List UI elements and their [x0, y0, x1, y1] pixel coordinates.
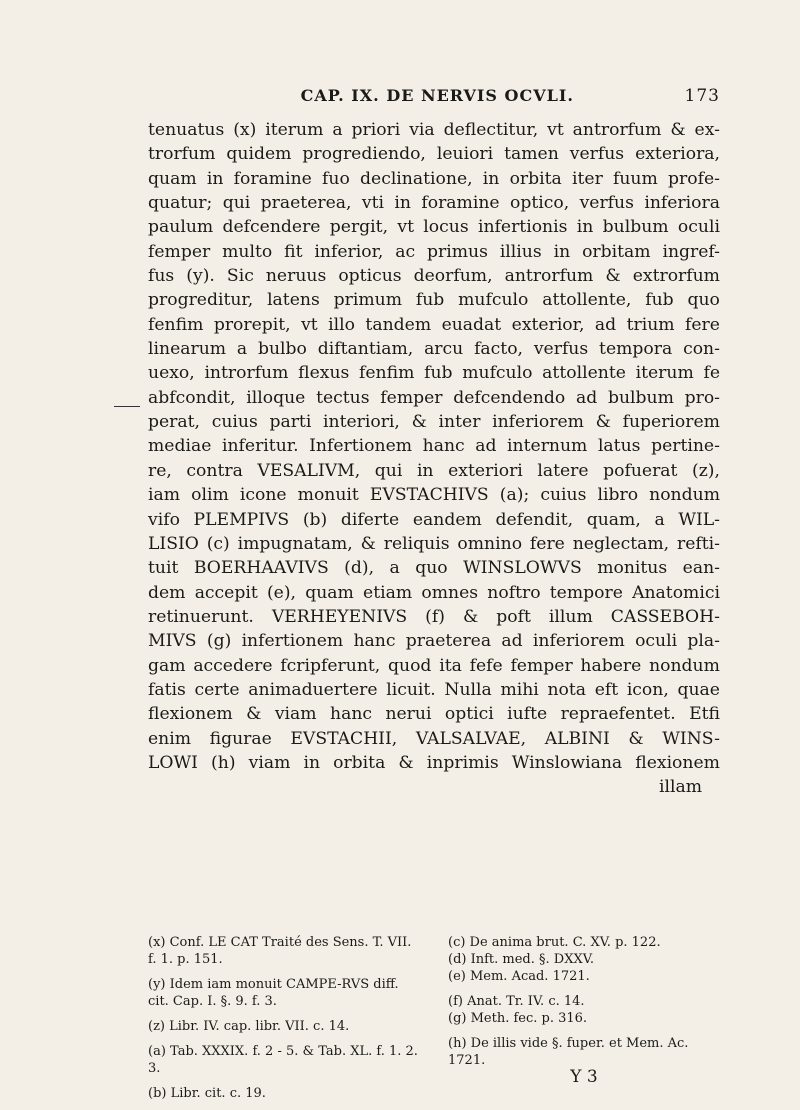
- text-line: perat, cuius parti interiori, & inter inferiorem & fuperiorem: [148, 412, 720, 433]
- text-line: quatur; qui praeterea, vti in foramine optico, verfus inferiora: [148, 193, 720, 214]
- text-line: fatis certe animaduertere licuit. Nulla mihi nota eft icon, quae: [148, 679, 720, 700]
- text-line: retinuerunt. VERHEYENIVS (f) & poft illum CASSEBOH-: [148, 606, 720, 627]
- footnote: (g) Meth. fec. p. 316.: [448, 1011, 588, 1026]
- text-line: iam olim icone monuit EVSTACHIVS (a); cuius libro nondum: [148, 485, 720, 506]
- text-line: dem accepit (e), quam etiam omnes noftro tempore Anatomici: [148, 582, 720, 603]
- footnote: (d) Inft. med. §. DXXV.: [448, 952, 594, 967]
- text-line: fus (y). Sic neruus opticus deorfum, antrorfum & extrorfum: [148, 266, 720, 287]
- footnote: (z) Libr. IV. cap. libr. VII. c. 14.: [148, 1019, 350, 1034]
- main-text: [148, 118, 720, 800]
- footnote: (f) Anat. Tr. IV. c. 14.: [448, 994, 585, 1009]
- footnote: (y) Idem iam monuit CAMPE-RVS diff. cit. Cap. I. §. 9. f. 3.: [148, 977, 399, 1009]
- footnotes: [148, 934, 720, 1110]
- text-line: vifo PLEMPIVS (b) diferte eandem defendit, quam, a WIL-: [148, 509, 720, 530]
- text-line: trorfum quidem progrediendo, leuiori tamen verfus exteriora,: [148, 144, 720, 165]
- text-line: linearum a bulbo diftantiam, arcu facto, verfus tempora con-: [148, 339, 720, 360]
- text-line: paulum defcendere pergit, vt locus infertionis in bulbum oculi: [148, 217, 720, 238]
- text-line: progreditur, latens primum fub mufculo attollente, fub quo: [148, 290, 720, 311]
- margin-mark: [114, 406, 140, 407]
- text-line: tuit BOERHAAVIVS (d), a quo WINSLOWVS monitus ean-: [148, 558, 720, 579]
- footnote: (c) De anima brut. C. XV. p. 122.: [448, 935, 661, 950]
- text-line: MIVS (g) infertionem hanc praeterea ad inferiorem oculi pla-: [148, 631, 720, 652]
- text-line: gam accedere fcripferunt, quod ita fefe femper habere nondum: [148, 655, 720, 676]
- text-line: fenfim prorepit, vt illo tandem euadat exterior, ad trium fere: [148, 314, 720, 335]
- running-header: [150, 86, 720, 106]
- text-line: tenuatus (x) iterum a priori via deflectitur, vt antrorfum & ex-: [148, 120, 720, 140]
- footnote: (e) Mem. Acad. 1721.: [448, 969, 590, 984]
- running-head: CAP. IX. DE NERVIS OCVLI.: [300, 86, 574, 105]
- footnote: (b) Libr. cit. c. 19.: [148, 1086, 266, 1101]
- text-line: enim figurae EVSTACHII, VALSALVAE, ALBINI & WINS-: [148, 728, 720, 749]
- text-line: re, contra VESALIVM, qui in exteriori latere pofuerat (z),: [148, 460, 720, 481]
- text-line: mediae inferitur. Infertionem hanc ad internum latus pertine-: [148, 436, 720, 457]
- text-line: femper multo fit inferior, ac primus illius in orbitam ingref-: [148, 241, 720, 262]
- footnote: (h) De illis vide §. fuper. et Mem. Ac. 1721.: [448, 1036, 689, 1068]
- footnotes-left: [148, 934, 420, 1110]
- page-number: 173: [684, 86, 720, 106]
- text-line: LOWI (h) viam in orbita & inprimis Winslowiana flexionem: [148, 752, 720, 773]
- text-line: quam in foramine fuo declinatione, in orbita iter fuum profe-: [148, 168, 720, 189]
- text-line: LISIO (c) impugnatam, & reliquis omnino fere neglectam, refti-: [148, 533, 720, 554]
- text-line: abfcondit, illoque tectus femper defcendendo ad bulbum pro-: [148, 387, 720, 408]
- footnote: (a) Tab. XXXIX. f. 2 - 5. & Tab. XL. f. 1. 2. 3.: [148, 1044, 418, 1076]
- text-line: uexo, introrfum flexus fenfim fub mufculo attollente iterum fe: [148, 363, 720, 384]
- footnote: (x) Conf. LE CAT Traité des Sens. T. VII. f. 1. p. 151.: [148, 935, 412, 967]
- footnotes-right: [448, 934, 720, 1110]
- signature-mark: Y 3: [570, 1067, 598, 1087]
- catchword: illam: [658, 777, 702, 798]
- text-line: flexionem & viam hanc nerui optici iufte repraefentet. Etfi: [148, 704, 720, 725]
